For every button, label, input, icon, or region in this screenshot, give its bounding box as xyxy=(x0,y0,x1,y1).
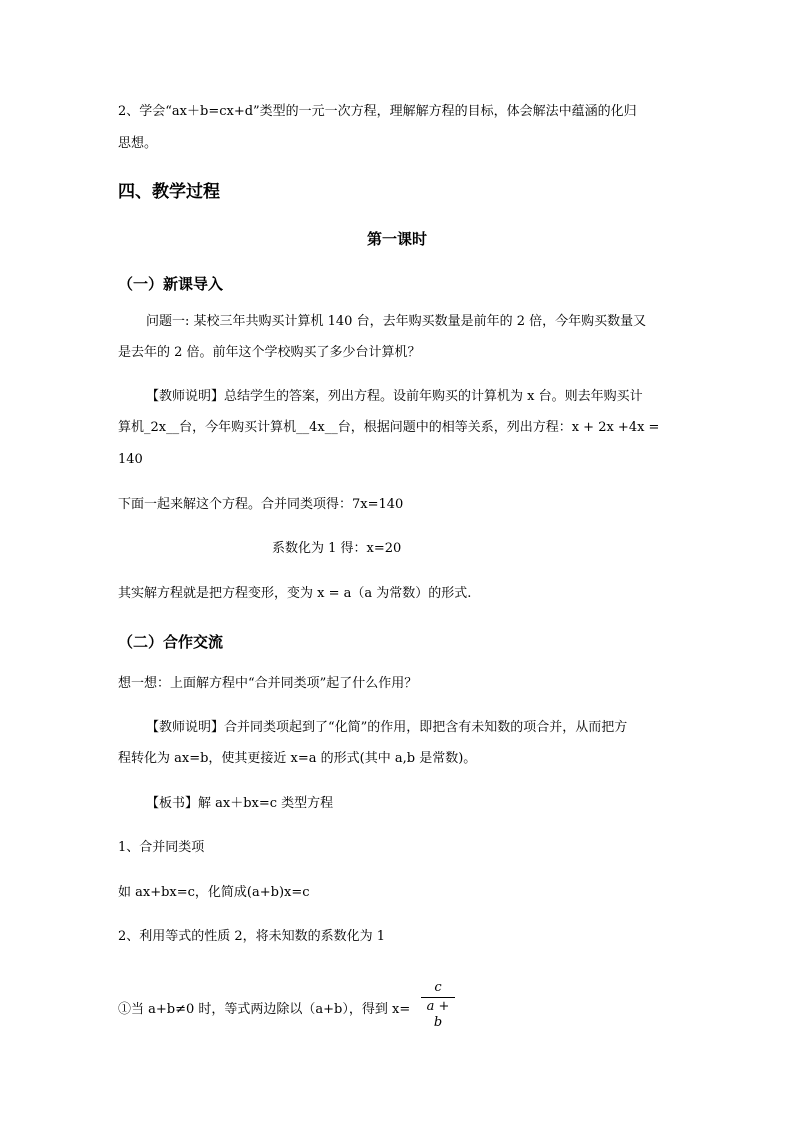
teacher-note-2-line-1: 【教师说明】合并同类项起到了“化简”的作用，即把含有未知数的项合并，从而把方 xyxy=(146,720,628,735)
fraction-c-over-a-plus-b xyxy=(421,980,455,1030)
fraction-numerator: c xyxy=(434,980,442,995)
coefficient-line: 系数化为 1 得：x=20 xyxy=(272,541,402,556)
objective-item-2-line-1: 2、学会“ax＋b=cx+d”类型的一元一次方程，理解解方程的目标，体会解法中蕴涵的化归 xyxy=(118,104,637,119)
board-line: 【板书】解 ax＋bx=c 类型方程 xyxy=(146,796,334,811)
teacher-note-2-line-2: 程转化为 ax=b，使其更接近 x=a 的形式(其中 a,b 是常数)。 xyxy=(118,751,477,766)
part1-title: （一）新课导入 xyxy=(118,275,224,293)
solve-line: 下面一起来解这个方程。合并同类项得：7x=140 xyxy=(118,497,404,512)
teacher-note-1-line-1: 【教师说明】总结学生的答案，列出方程。设前年购买的计算机为 x 台。则去年购买计 xyxy=(146,389,643,404)
step-1: 1、合并同类项 xyxy=(118,840,205,855)
think-line: 想一想：上面解方程中“合并同类项”起了什么作用？ xyxy=(118,676,418,691)
section-title-teaching-process: 四、教学过程 xyxy=(118,182,220,202)
lesson-title: 第一课时 xyxy=(366,230,427,248)
problem-line-2: 是去年的 2 倍。前年这个学校购买了多少台计算机？ xyxy=(118,345,421,360)
fraction-denominator: a + b xyxy=(426,999,450,1030)
objective-item-2-line-2: 思想。 xyxy=(118,136,158,151)
essence-line: 其实解方程就是把方程变形，变为 x = a（a 为常数）的形式. xyxy=(118,586,472,601)
teacher-note-1-line-2: 算机_2x__台，今年购买计算机__4x__台，根据问题中的相等关系，列出方程：x + 2x +4x = xyxy=(118,420,660,435)
teacher-note-1-line-3: 140 xyxy=(118,452,143,467)
step-2: 2、利用等式的性质 2，将未知数的系数化为 1 xyxy=(118,929,386,944)
example-line: 如 ax+bx=c，化简成(a+b)x=c xyxy=(118,885,310,900)
fraction-bar xyxy=(421,997,455,998)
part2-title: （二）合作交流 xyxy=(118,633,224,651)
case-1-text: ①当 a+b≠0 时，等式两边除以（a+b），得到 x= xyxy=(118,1002,411,1017)
problem-line-1: 问题一: 某校三年共购买计算机 140 台，去年购买数量是前年的 2 倍，今年购买数量又 xyxy=(146,314,647,329)
